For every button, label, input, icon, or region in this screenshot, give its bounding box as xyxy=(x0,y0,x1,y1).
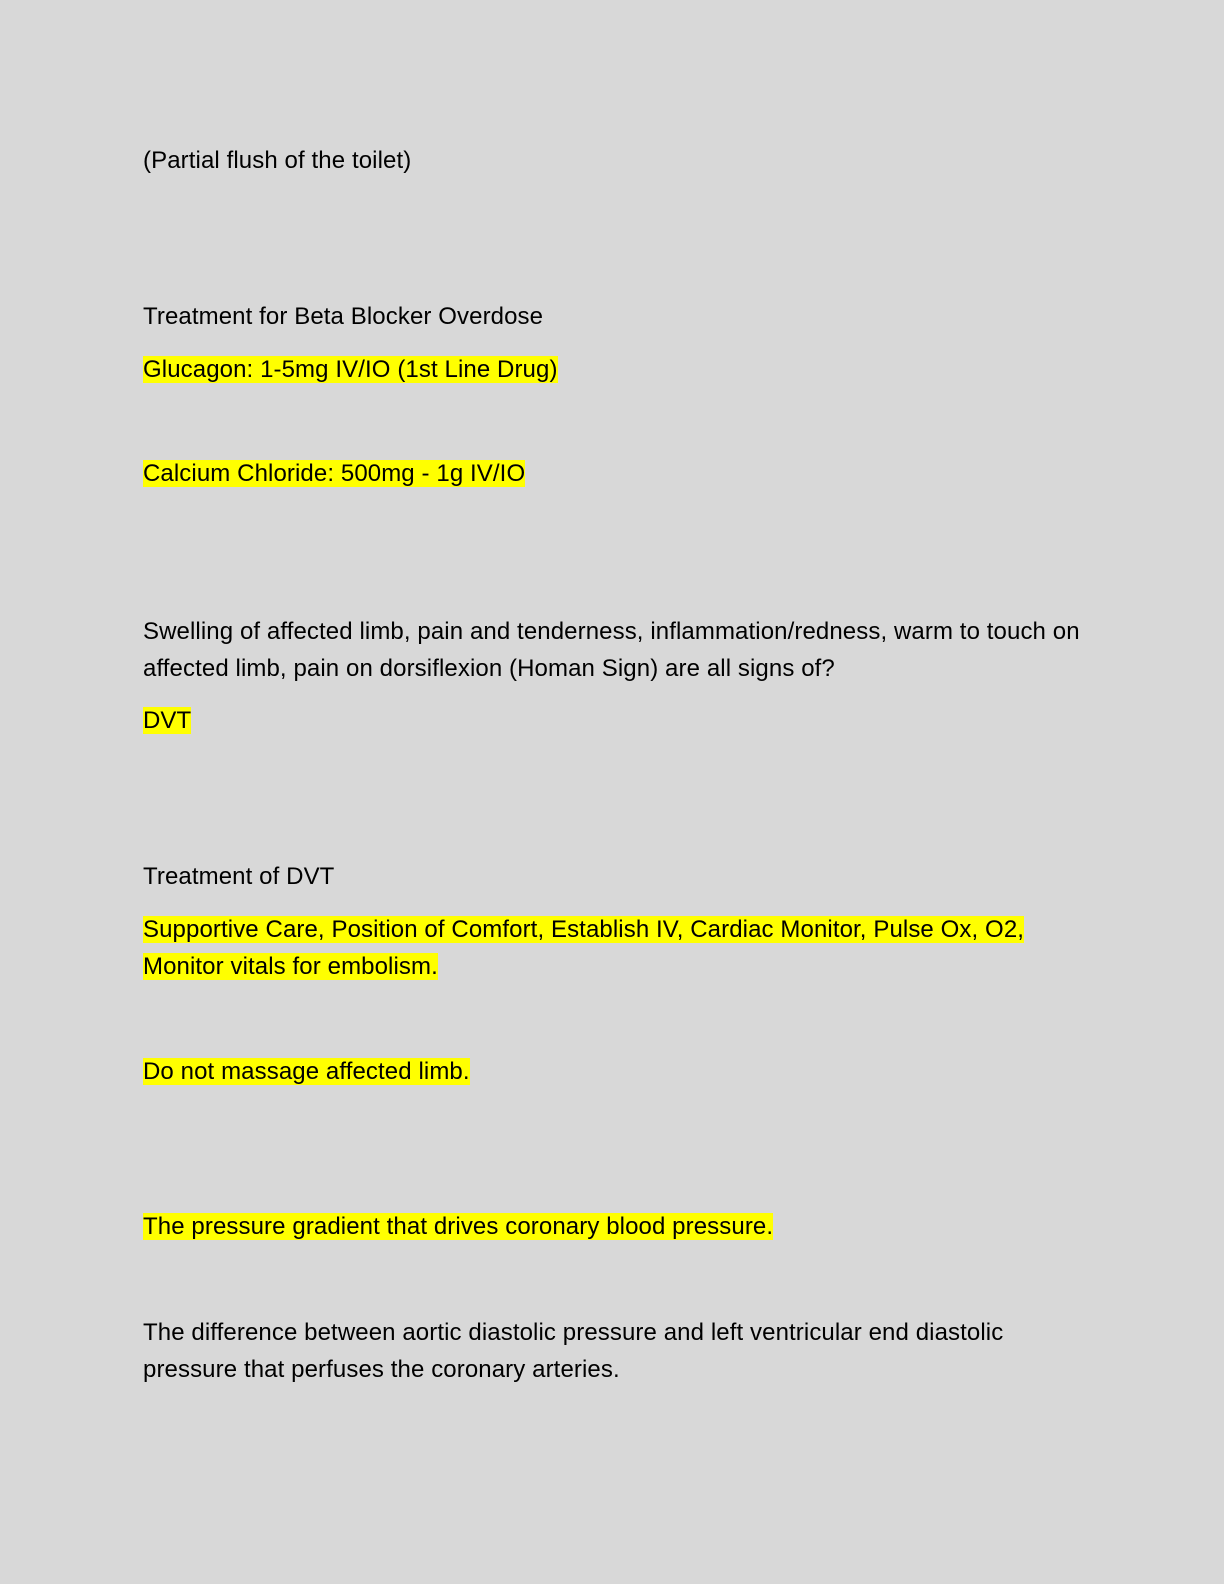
paragraph-answer-calcium-chloride xyxy=(143,455,1083,492)
paragraph-text: The difference between aortic diastolic pressure and left ventricular end diastolic pressure that perfuses the coronary arteries. xyxy=(143,1319,1004,1383)
paragraph-text: Swelling of affected limb, pain and tenderness, inflammation/redness, warm to touch on affected limb, pain on dorsiflexion (Homan Sign) are all signs of? xyxy=(143,618,1080,682)
highlighted-text: The pressure gradient that drives coronary blood pressure. xyxy=(143,1213,774,1240)
highlighted-text: Glucagon: 1-5mg IV/IO (1st Line Drug) xyxy=(143,356,558,383)
paragraph-answer-dvt-treatment xyxy=(143,911,1083,985)
paragraph-text: (Partial flush of the toilet) xyxy=(143,147,412,174)
paragraph-text: Treatment for Beta Blocker Overdose xyxy=(143,303,544,330)
paragraph-question-pressure-gradient xyxy=(143,1208,1083,1245)
highlighted-text: DVT xyxy=(143,707,192,734)
highlighted-text: Calcium Chloride: 500mg - 1g IV/IO xyxy=(143,460,526,487)
paragraph-question-dvt-signs xyxy=(143,613,1083,687)
paragraph-note xyxy=(143,142,1083,179)
highlighted-text: Do not massage affected limb. xyxy=(143,1058,470,1085)
paragraph-question-dvt-treatment xyxy=(143,858,1083,895)
paragraph-answer-coronary-perfusion xyxy=(143,1314,1083,1388)
paragraph-text: Treatment of DVT xyxy=(143,863,335,890)
paragraph-answer-glucagon xyxy=(143,351,1083,388)
highlighted-text: Supportive Care, Position of Comfort, Establish IV, Cardiac Monitor, Pulse Ox, O2, Monitor vitals for embolism. xyxy=(143,916,1025,980)
paragraph-answer-dvt xyxy=(143,702,1083,739)
paragraph-answer-no-massage xyxy=(143,1053,1083,1090)
paragraph-question-beta-blocker xyxy=(143,298,1083,335)
